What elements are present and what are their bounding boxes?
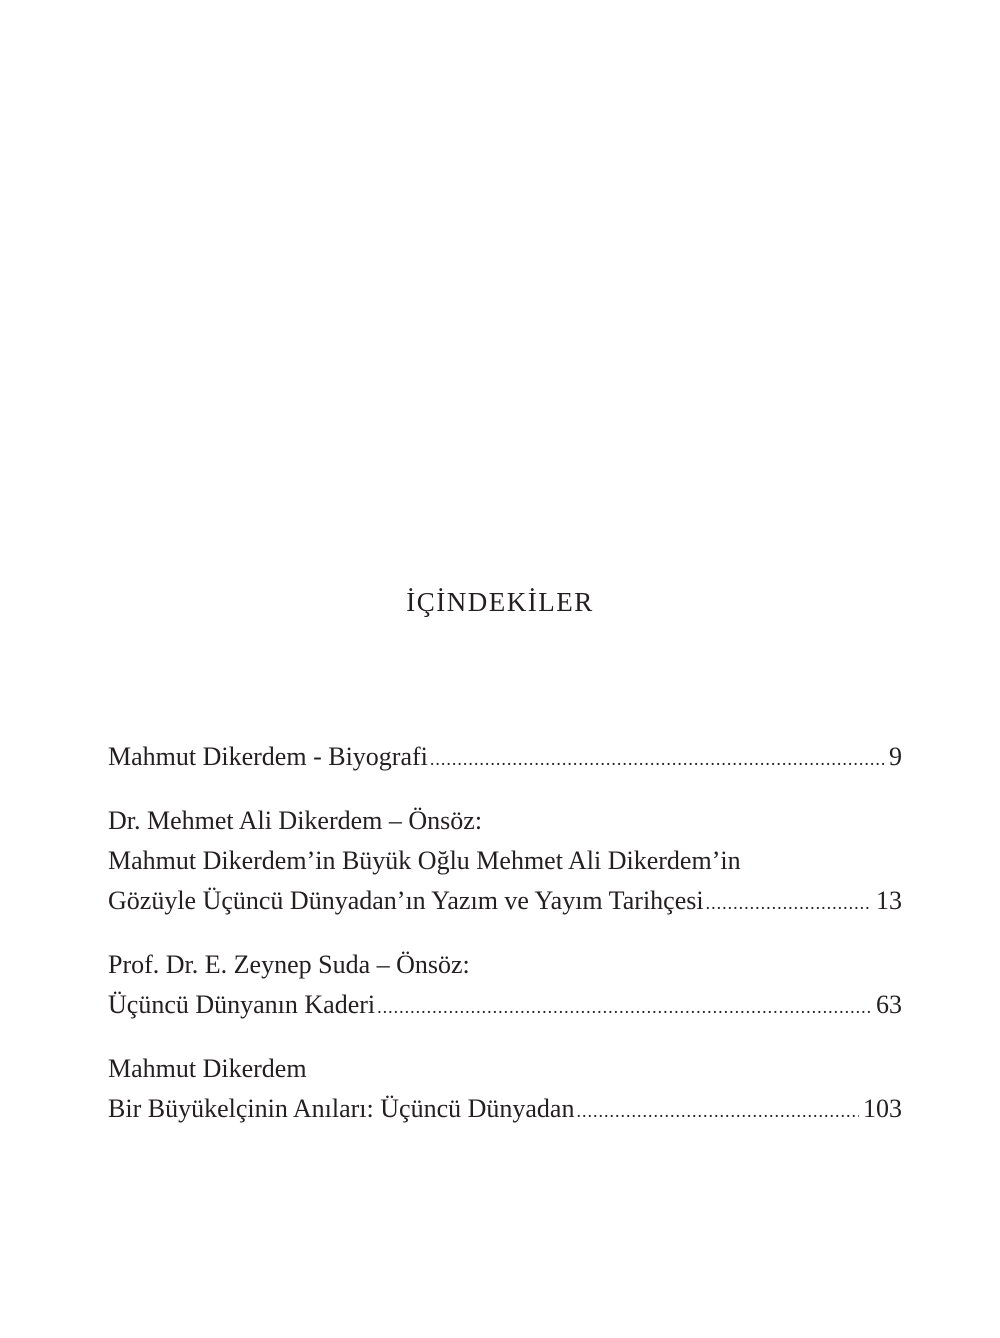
toc-entry-title: Bir Büyükelçinin Anıları: Üçüncü Dünyadan bbox=[108, 1094, 575, 1123]
toc-entry-title: Mahmut Dikerdem - Biyografi bbox=[108, 742, 428, 771]
toc-entry-foreword-line: Dr. Mehmet Ali Dikerdem – Önsöz: bbox=[108, 806, 483, 835]
dot-leader bbox=[377, 991, 872, 1023]
toc-entry-biography[interactable] bbox=[108, 741, 902, 775]
toc-entry-foreword-line: Prof. Dr. E. Zeynep Suda – Önsöz: bbox=[108, 950, 470, 979]
toc-page-number: 13 bbox=[876, 886, 902, 915]
toc-entry-title: Gözüyle Üçüncü Dünyadan’ın Yazım ve Yayım Tarihçesi bbox=[108, 886, 704, 915]
dot-leader bbox=[706, 887, 872, 919]
toc-entry-foreword-line: Mahmut Dikerdem’in Büyük Oğlu Mehmet Ali Dikerdem’in bbox=[108, 846, 741, 875]
toc-entry-author-line: Mahmut Dikerdem bbox=[108, 1054, 307, 1083]
toc-entry-title: Üçüncü Dünyanın Kaderi bbox=[108, 990, 376, 1019]
toc-page-number: 103 bbox=[863, 1094, 902, 1123]
toc-entry-memoirs[interactable] bbox=[108, 1093, 902, 1127]
toc-entry-foreword-zeynep[interactable] bbox=[108, 989, 902, 1023]
page-title: İÇİNDEKİLER bbox=[406, 587, 594, 617]
dot-leader bbox=[576, 1095, 859, 1127]
toc-entry-foreword-mehmet-ali[interactable] bbox=[108, 885, 902, 919]
dot-leader bbox=[430, 743, 885, 775]
toc-page-number: 63 bbox=[876, 990, 902, 1019]
toc-page-number: 9 bbox=[889, 742, 902, 771]
